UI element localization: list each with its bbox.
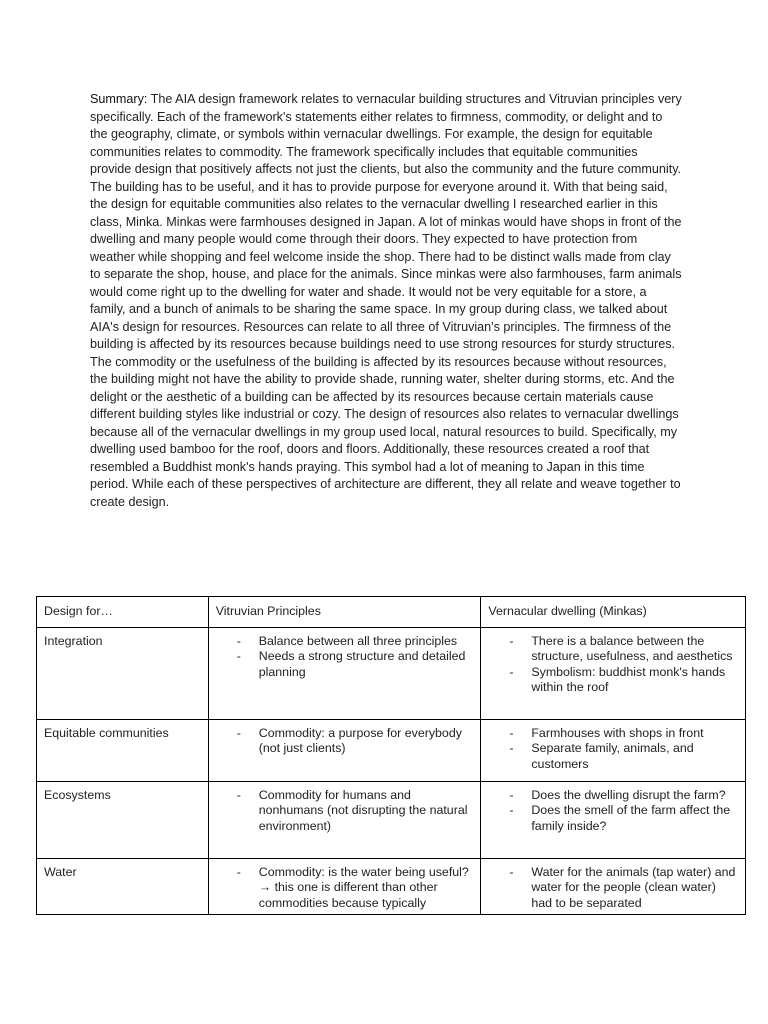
summary-text: The AIA design framework relates to vernacular building structures and Vitruvian principles very specifically. Each of the framework's statements either relates to firmness, commodity, or delight and to the geography, climate, or symbols within vernacular dwellings. For example, the design for equitable communities relates to commodity. The framework specifically includes that equitable communities provide design that positively affects not just the clients, but also the community and the future community. The building has to be useful, and it has to provide purpose for everyone around it. With that being said, the design for equitable communities also relates to the vernacular dwelling I researched earlier in this class, Minka. Minkas were farmhouses designed in Japan. A lot of minkas would have shops in front of the dwelling and many people would come through their doors. They expected to have protection from weather while shopping and feel welcome inside the shop. There had to be distinct walls made from clay to separate the shop, house, and place for the animals. Since minkas were also farmhouses, farm animals would come right up to the dwelling for water and shade. It would not be very equitable for a store, a family, and a bunch of animals to be sharing the same space. In my group during class, we talked about AIA's design for resources. Resources can relate to all three of Vitruvian's principles. The firmness of the building is affected by its resources because buildings need to use strong resources for sturdy structures. The commodity or the usefulness of the building is affected by its resources because without resources, the building might not have the ability to provide shade, running water, shelter during storms, etc. And the delight or the aesthetic of a building can be affected by its resources because certain materials cause different building styles like industrial or cozy. The design of resources also relates to vernacular dwellings because all of the vernacular dwellings in my group used local, natural resources to build. Specifically, my dwelling used bamboo for the roof, doors and floors. Additionally, these resources created a roof that resembled a Buddhist monk's hands praying. This symbol had a lot of meaning to Japan in this time period. While each of these perspectives of architecture are different, they all relate and weave together to create design. bbox=[90, 92, 682, 509]
list-item: - Commodity for humans and nonhumans (not disrupting the natural environment) bbox=[216, 788, 473, 835]
list-item: - There is a balance between the structure, usefulness, and aesthetics bbox=[488, 634, 737, 665]
list-item: - Commodity: is the water being useful? → this one is different than other commodities because typically bbox=[216, 865, 473, 912]
list-item: - Separate family, animals, and customers bbox=[488, 741, 737, 772]
table-row-ecosystems bbox=[37, 781, 746, 858]
list-item: - Commodity: a purpose for everybody (not just clients) bbox=[216, 726, 473, 757]
vitruvian-list bbox=[216, 726, 473, 757]
cell-vernacular bbox=[481, 719, 746, 781]
table-row-equitable-communities bbox=[37, 719, 746, 781]
vernacular-list bbox=[488, 865, 737, 912]
vernacular-list bbox=[488, 788, 737, 835]
cell-vernacular bbox=[481, 781, 746, 858]
header-vitruvian-principles: Vitruvian Principles bbox=[208, 597, 481, 628]
summary-label: Summary: bbox=[90, 92, 148, 106]
list-item: - Water for the animals (tap water) and water for the people (clean water) had to be separated bbox=[488, 865, 737, 912]
cell-vernacular bbox=[481, 627, 746, 719]
cell-design: Ecosystems bbox=[37, 781, 209, 858]
table-header-row bbox=[37, 597, 746, 628]
list-item: - Farmhouses with shops in front bbox=[488, 726, 737, 742]
vitruvian-list bbox=[216, 788, 473, 835]
cell-vernacular bbox=[481, 858, 746, 915]
cell-design: Water bbox=[37, 858, 209, 915]
vernacular-list bbox=[488, 726, 737, 773]
table-row-water bbox=[37, 858, 746, 915]
list-item: - Does the smell of the farm affect the family inside? bbox=[488, 803, 737, 834]
summary-paragraph bbox=[90, 91, 682, 511]
list-item: - Balance between all three principles bbox=[216, 634, 473, 650]
header-vernacular-dwelling: Vernacular dwelling (Minkas) bbox=[481, 597, 746, 628]
list-item: - Needs a strong structure and detailed planning bbox=[216, 649, 473, 680]
cell-vitruvian bbox=[208, 858, 481, 915]
cell-vitruvian bbox=[208, 627, 481, 719]
table-row-integration bbox=[37, 627, 746, 719]
list-item: - Symbolism: buddhist monk's hands within the roof bbox=[488, 665, 737, 696]
design-table bbox=[36, 596, 746, 915]
cell-vitruvian bbox=[208, 719, 481, 781]
list-item: - Does the dwelling disrupt the farm? bbox=[488, 788, 737, 804]
vitruvian-list bbox=[216, 634, 473, 681]
cell-design: Integration bbox=[37, 627, 209, 719]
vernacular-list bbox=[488, 634, 737, 696]
header-design-for: Design for… bbox=[37, 597, 209, 628]
cell-design: Equitable communities bbox=[37, 719, 209, 781]
cell-vitruvian bbox=[208, 781, 481, 858]
vitruvian-list bbox=[216, 865, 473, 912]
